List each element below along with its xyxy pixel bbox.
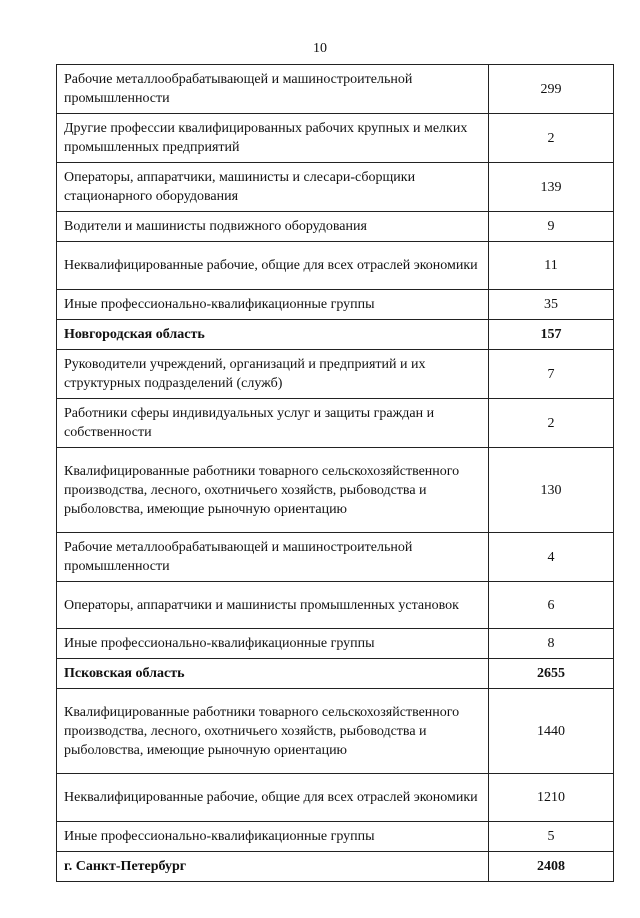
- table-row: [57, 290, 614, 320]
- occupation-count: 11: [489, 242, 614, 290]
- occupation-table: [56, 64, 614, 882]
- occupation-name: Рабочие металлообрабатывающей и машиностроительной промышленности: [57, 533, 489, 582]
- table-row: [57, 822, 614, 852]
- region-row: [57, 659, 614, 689]
- table-row: [57, 242, 614, 290]
- region-total: 2408: [489, 852, 614, 882]
- region-total: 2655: [489, 659, 614, 689]
- table-row: [57, 629, 614, 659]
- occupation-name: Квалифицированные работники товарного сельскохозяйственного производства, лесного, охотничьего хозяйств, рыбоводства и рыболовства, имеющие рыночную ориентацию: [57, 689, 489, 774]
- table-row: [57, 689, 614, 774]
- occupation-name: Иные профессионально-квалификационные группы: [57, 822, 489, 852]
- occupation-count: 4: [489, 533, 614, 582]
- region-total: 157: [489, 320, 614, 350]
- occupation-name: Операторы, аппаратчики, машинисты и слесари-сборщики стационарного оборудования: [57, 163, 489, 212]
- table-row: [57, 399, 614, 448]
- region-name: г. Санкт-Петербург: [57, 852, 489, 882]
- occupation-name: Неквалифицированные рабочие, общие для всех отраслей экономики: [57, 774, 489, 822]
- occupation-count: 130: [489, 448, 614, 533]
- table-row: [57, 212, 614, 242]
- occupation-count: 2: [489, 114, 614, 163]
- page-number: 10: [313, 41, 327, 56]
- occupation-count: 1440: [489, 689, 614, 774]
- occupation-name: Рабочие металлообрабатывающей и машиностроительной промышленности: [57, 65, 489, 114]
- table-row: [57, 350, 614, 399]
- occupation-count: 9: [489, 212, 614, 242]
- region-name: Новгородская область: [57, 320, 489, 350]
- occupation-name: Работники сферы индивидуальных услуг и защиты граждан и собственности: [57, 399, 489, 448]
- occupation-table-body: [57, 65, 614, 882]
- occupation-count: 2: [489, 399, 614, 448]
- occupation-count: 8: [489, 629, 614, 659]
- table-row: [57, 114, 614, 163]
- occupation-name: Неквалифицированные рабочие, общие для всех отраслей экономики: [57, 242, 489, 290]
- occupation-count: 139: [489, 163, 614, 212]
- occupation-count: 299: [489, 65, 614, 114]
- region-row: [57, 320, 614, 350]
- region-row: [57, 852, 614, 882]
- table-row: [57, 163, 614, 212]
- region-name: Псковская область: [57, 659, 489, 689]
- occupation-name: Руководители учреждений, организаций и предприятий и их структурных подразделений (служб): [57, 350, 489, 399]
- occupation-name: Квалифицированные работники товарного сельскохозяйственного производства, лесного, охотничьего хозяйств, рыбоводства и рыболовства, имеющие рыночную ориентацию: [57, 448, 489, 533]
- occupation-name: Иные профессионально-квалификационные группы: [57, 629, 489, 659]
- occupation-name: Другие профессии квалифицированных рабочих крупных и мелких промышленных предприятий: [57, 114, 489, 163]
- occupation-count: 1210: [489, 774, 614, 822]
- table-row: [57, 582, 614, 629]
- occupation-count: 35: [489, 290, 614, 320]
- occupation-count: 7: [489, 350, 614, 399]
- occupation-name: Водители и машинисты подвижного оборудования: [57, 212, 489, 242]
- table-row: [57, 774, 614, 822]
- occupation-count: 5: [489, 822, 614, 852]
- table-row: [57, 448, 614, 533]
- table-row: [57, 65, 614, 114]
- table-row: [57, 533, 614, 582]
- occupation-name: Операторы, аппаратчики и машинисты промышленных установок: [57, 582, 489, 629]
- occupation-count: 6: [489, 582, 614, 629]
- occupation-name: Иные профессионально-квалификационные группы: [57, 290, 489, 320]
